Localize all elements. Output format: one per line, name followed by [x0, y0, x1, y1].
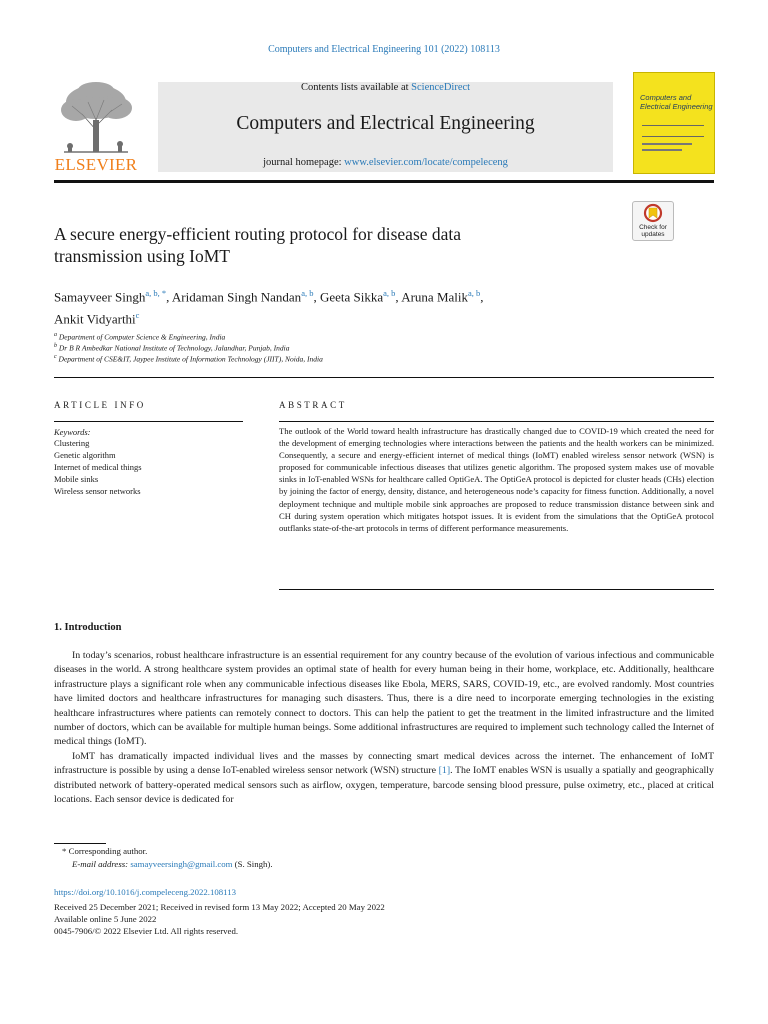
- received-dates: Received 25 December 2021; Received in revised form 13 May 2022; Accepted 20 May 2022: [54, 902, 385, 912]
- reference-link[interactable]: [1]: [438, 765, 451, 777]
- check-badge-line1: Check for: [639, 224, 667, 231]
- footnote-rule: [54, 843, 106, 844]
- author-affil-marker[interactable]: a, b: [468, 288, 481, 298]
- affiliation-text: Dr B R Ambedkar National Institute of Technology, Jalandhar, Punjab, India: [58, 343, 290, 353]
- homepage-prefix: journal homepage:: [263, 157, 345, 168]
- body-paragraph: [54, 750, 714, 808]
- author-affil-marker[interactable]: a, b: [383, 288, 396, 298]
- online-date: Available online 5 June 2022: [54, 914, 157, 924]
- check-for-updates-badge[interactable]: [632, 201, 674, 241]
- bookmark-icon: [633, 202, 673, 224]
- author-name: Aridaman Singh Nandan: [171, 289, 302, 305]
- author-list: [54, 284, 674, 329]
- author-separator: ,: [166, 289, 172, 305]
- contents-prefix: Contents lists available at: [300, 82, 412, 93]
- keywords-label: Keywords:: [54, 427, 91, 437]
- affiliation-key: c: [54, 354, 57, 360]
- check-badge-label: [633, 224, 673, 238]
- doi-link[interactable]: https://doi.org/10.1016/j.compeleceng.2022.108113: [54, 887, 237, 897]
- author-affil-marker[interactable]: a, b, *: [145, 288, 167, 298]
- article-info-rule: [54, 421, 243, 422]
- author-separator: ,: [395, 289, 402, 305]
- author-name: Aruna Malik: [401, 289, 469, 305]
- cover-title-line2: Electrical Engineering: [640, 102, 713, 111]
- copyright-notice: 0045-7906/© 2022 Elsevier Ltd. All rights reserved.: [54, 926, 239, 936]
- author-separator: ,: [313, 289, 320, 305]
- author-name: Geeta Sikka: [319, 289, 384, 305]
- article-title: [54, 223, 614, 267]
- publisher-wordmark: ELSEVIER: [54, 155, 138, 174]
- sciencedirect-link[interactable]: ScienceDirect: [411, 82, 471, 93]
- body-paragraph: In today’s scenarios, robust healthcare infrastructure is an essential requirement for any country because of the evolution of various infectious and communicable diseases in the world. A strong healthcare system provides an optimal state of health for every human being in their home, workplace, etc. Additionally, healthcare infrastructure plays a significant role when any communicable infectious diseases like Ebola, MERS, SARS, COVID-19, etc., are evolved randomly. Most countries have limited doctors and healthcare infrastructures for managing such disasters. Thus, there is a dire need to incorporate emerging technologies in the existing healthcare infrastructures where patients can remotely connect to doctors. This can help the patient to get the treatment in the limited infrastructure and the limited number of doctors, which can be available for multiple human beings. Some additional infrastructures are required to implement such technology called the Internet of medical things (IoMT).: [54, 650, 714, 748]
- email-label: E-mail address:: [72, 859, 131, 869]
- keyword-item: Internet of medical things: [54, 462, 142, 472]
- title-line1: A secure energy-efficient routing protocol for disease data: [54, 224, 462, 244]
- affiliation-text: Department of CSE&IT, Jaypee Institute of Information Technology (JIIT), Noida, India: [58, 354, 323, 364]
- author-separator: ,: [480, 289, 484, 305]
- cover-decoration: [642, 125, 704, 137]
- author-name: Samayveer Singh: [54, 289, 146, 305]
- author-affil-marker[interactable]: c: [135, 310, 140, 321]
- cover-title-line1: Computers and: [640, 93, 692, 102]
- journal-cover-thumbnail[interactable]: [633, 72, 715, 174]
- abstract-rule: [279, 421, 714, 422]
- keyword-item: Genetic algorithm: [54, 450, 116, 460]
- elsevier-tree-logo: [54, 80, 138, 155]
- abstract-text: The outlook of the World toward health infrastructure has drastically changed due to COVID-19 which created the need for the development of emerging technologies where interactions between the patients and the health workers can be minimized. Consequently, a secure and energy-efficient internet of medical things (IoMT) enabled wireless sensor network (WSN) is proposed for communicable infectious diseases that utilizes genetic algorithm. The proposed system makes use of movable sinks in IoT-enabled WSNs for healthcare called OptiGeA. The OptiGeA protocol is depicted for cluster heads (CHs) election by joining the factor of energy, density, distance, and heterogeneous node’s capacity for fitness function. Additionally, a novel deployment technique and multiple mobile sink approaches are proposed to reduce transmission distance between sink and CH during system operation which mitigates hotspot issues. It is evident from the simulations that the OptiGeA protocol outflanks state-of-the-art protocols in terms of different performance measurements.: [279, 426, 714, 533]
- header-rule: [54, 180, 714, 183]
- section-heading: 1. Introduction: [54, 622, 122, 633]
- keyword-item: Mobile sinks: [54, 474, 99, 484]
- introduction-body: [54, 649, 714, 807]
- email-note: [72, 859, 273, 869]
- affiliation: [54, 343, 290, 353]
- paragraph-text: IoMT has dramatically impacted individual lives and the masses by connecting smart medical devices across the internet. The enhancement of IoMT infrastructure is possible by using a dense IoT-enabled wireless sensor network (WSN) structure: [54, 750, 714, 777]
- journal-citation[interactable]: Computers and Electrical Engineering 101 (2022) 108113: [268, 44, 500, 55]
- author-name: Ankit Vidyarthi: [54, 311, 136, 327]
- affiliation-key: b: [54, 343, 57, 349]
- keyword-item: Clustering: [54, 438, 90, 448]
- corresponding-author-note: * Corresponding author.: [62, 846, 148, 856]
- journal-homepage: [158, 157, 613, 168]
- section-divider: [54, 377, 714, 378]
- affiliation: [54, 332, 225, 342]
- homepage-link[interactable]: www.elsevier.com/locate/compeleceng: [344, 157, 508, 168]
- abstract-bottom-rule: [279, 589, 714, 590]
- paragraph-text: . The IoMT enables WSN is usually a spatially and geographically distributed network of battery-operated medical sensors such as airflow, oxygen, temperature, barcode sensing blood pressure, pulse oximetry, etc., placed at critical locations. Each sensor device is dedicated for: [54, 765, 714, 806]
- email-link[interactable]: samayveersingh@gmail.com: [130, 859, 233, 869]
- affiliation-key: a: [54, 332, 57, 338]
- email-suffix: (S. Singh).: [232, 859, 273, 869]
- affiliation: [54, 354, 323, 364]
- contents-availability: [158, 82, 613, 93]
- keyword-item: Wireless sensor networks: [54, 486, 141, 496]
- cover-decoration: [642, 143, 692, 145]
- cover-title: [640, 93, 713, 111]
- article-info-heading: ARTICLE INFO: [54, 400, 146, 410]
- check-badge-line2: updates: [641, 231, 665, 238]
- title-line2: transmission using IoMT: [54, 246, 230, 266]
- author-affil-marker[interactable]: a, b: [301, 288, 314, 298]
- abstract-heading: ABSTRACT: [279, 400, 347, 410]
- journal-name: Computers and Electrical Engineering: [236, 113, 535, 134]
- affiliation-text: Department of Computer Science & Engineering, India: [58, 332, 226, 342]
- cover-decoration: [642, 149, 682, 151]
